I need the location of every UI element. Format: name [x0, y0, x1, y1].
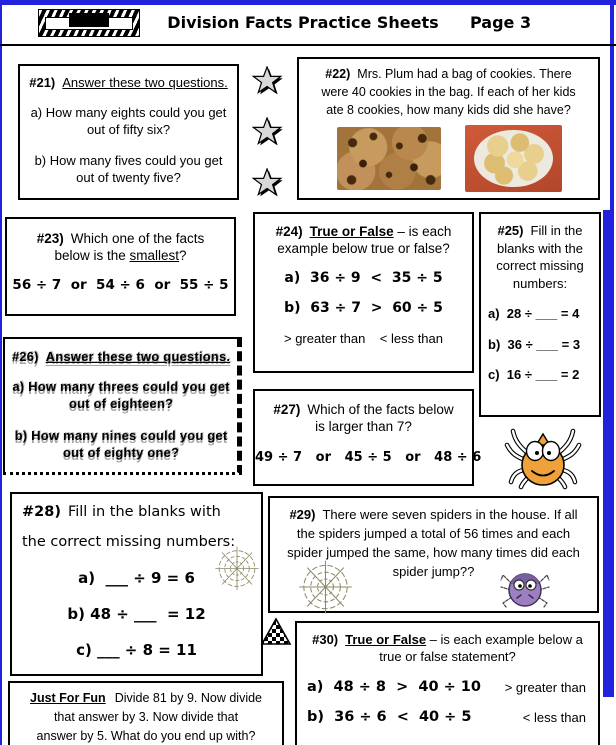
- problem-23-facts: 56 ÷ 7 or 54 ÷ 6 or 55 ÷ 5: [12, 277, 229, 293]
- page-number: Page 3: [470, 13, 532, 32]
- problem-23-heading: #23) Which one of the facts: [36, 231, 205, 246]
- star-icon: [252, 117, 284, 149]
- problem-25-heading-line4: numbers:: [512, 275, 568, 291]
- just-for-fun-title: Just For Fun: [30, 691, 106, 705]
- page-border-top: [0, 0, 616, 5]
- just-for-fun-line1: Just For Fun Divide 81 by 9. Now divide: [30, 691, 262, 705]
- problem-21-question-a2: out of fifty six?: [86, 122, 171, 137]
- purple-spider-icon: [499, 560, 551, 612]
- spider-web-icon: [212, 545, 262, 592]
- problem-25-item-a: a) 28 ÷ ___ = 4: [488, 306, 580, 321]
- problem-21-question-b: b) How many fives could you get: [34, 153, 223, 168]
- problem-28-heading: #28) Fill in the blanks with: [22, 504, 221, 520]
- just-for-fun-line3: answer by 5. What do you end up with?: [36, 729, 256, 743]
- problem-24-heading-line2: example below true or false?: [277, 241, 450, 256]
- problem-21-number: #21): [29, 75, 56, 90]
- problem-24-heading: #24) True or False – is each: [275, 224, 452, 239]
- problem-25-heading-line2: blanks with the: [497, 240, 583, 256]
- problem-30-item-b-row: [297, 709, 598, 725]
- problem-28-item-a: a) ___ ÷ 9 = 6: [78, 569, 195, 587]
- problem-30-item-b: b) 36 ÷ 6 < 40 ÷ 5: [307, 709, 472, 725]
- problem-22-number: #22): [325, 67, 351, 81]
- logo-center-block: [69, 13, 109, 27]
- problem-28-item-c: c) ___ ÷ 8 = 11: [76, 641, 197, 659]
- problem-27-facts: 49 ÷ 7 or 45 ÷ 5 or 48 ÷ 6: [255, 450, 482, 465]
- problem-25-heading-line3: correct missing: [496, 258, 584, 273]
- problem-30-legend-greater: > greater than: [504, 679, 586, 695]
- problem-26-number: #26): [11, 349, 39, 364]
- problem-22-text-line3: ate 8 cookies, how many kids did she have?: [326, 103, 571, 117]
- plate-of-cookies-photo: [465, 125, 562, 192]
- problem-26-question-a2: out of eighteen?: [68, 396, 174, 411]
- page-border-left: [0, 0, 2, 745]
- problem-30-number: #30): [312, 632, 339, 647]
- problem-28-heading-line2: the correct missing numbers:: [22, 534, 236, 550]
- problem-box-25: [479, 212, 601, 417]
- problem-25-heading: #25) Fill in the: [497, 223, 583, 238]
- problem-22-text-line1: #22) Mrs. Plum had a bag of cookies. There: [325, 67, 572, 81]
- problem-29-number: #29): [289, 507, 316, 522]
- problem-26-question-b: b) How many nines could you get: [14, 428, 228, 443]
- problem-box-26: [3, 337, 242, 475]
- problem-25-item-c: c) 16 ÷ ___ = 2: [488, 367, 580, 382]
- problem-28-item-b: b) 48 ÷ ___ = 12: [67, 605, 206, 623]
- problem-25-item-b: b) 36 ÷ ___ = 3: [488, 336, 581, 352]
- spider-web-icon: [297, 558, 354, 616]
- problem-27-heading: #27) Which of the facts below: [273, 402, 454, 417]
- problem-box-23: [5, 217, 236, 316]
- just-for-fun-box: [8, 681, 284, 745]
- problem-29-text-line4: spider jump??: [392, 564, 475, 579]
- problem-29-text-line3: spider jumped the same, how many times did each: [287, 545, 580, 560]
- problem-21-question-a: a) How many eights could you get: [30, 105, 227, 120]
- problem-27-heading-line2: is larger than 7?: [315, 419, 412, 434]
- page-border-right-bar: [603, 210, 614, 697]
- star-icon: [252, 66, 284, 98]
- orange-spider-icon: [502, 423, 584, 491]
- problem-27-number: #27): [273, 402, 301, 417]
- problem-box-27: [253, 389, 482, 486]
- problem-23-heading-line2: below is the smallest?: [54, 248, 187, 263]
- problem-30-item-a: a) 48 ÷ 8 > 40 ÷ 10: [307, 679, 481, 695]
- problem-30-legend-less: < less than: [522, 709, 586, 725]
- page-border-right: [610, 0, 614, 210]
- problem-23-number: #23): [36, 231, 64, 246]
- problem-28-number: #28): [22, 504, 61, 520]
- just-for-fun-line2: that answer by 3. Now divide that: [53, 710, 239, 724]
- header-divider: [0, 44, 616, 46]
- problem-24-number: #24): [275, 224, 303, 239]
- problem-box-22: [297, 57, 600, 200]
- problem-box-21: [18, 64, 239, 200]
- problem-29-text-line1: #29) There were seven spiders in the house. If all: [289, 507, 578, 522]
- checkered-triangle-icon: [260, 617, 292, 646]
- problem-22-text-line2: were 40 cookies in the bag. If each of her kids: [321, 85, 576, 99]
- problem-26-question-b2: out of eighty one?: [62, 445, 180, 460]
- star-column: [249, 66, 287, 200]
- problem-24-item-a: a) 36 ÷ 9 < 35 ÷ 5: [284, 270, 443, 286]
- problem-29-text-line2: the spiders jumped a total of 56 times and each: [296, 526, 571, 541]
- problem-21-heading: #21) Answer these two questions.: [29, 75, 228, 90]
- problem-30-heading-line2: true or false statement?: [379, 649, 516, 664]
- problem-30-heading: #30) True or False – is each example below a: [312, 632, 583, 647]
- problem-24-item-b: b) 63 ÷ 7 > 60 ÷ 5: [284, 300, 443, 316]
- problem-24-symbol-legend: > greater than < less than: [284, 331, 443, 346]
- chocolate-chip-cookies-photo: [337, 127, 441, 190]
- problem-box-24: [253, 212, 474, 373]
- problem-30-item-a-row: [297, 679, 598, 695]
- problem-25-number: #25): [497, 223, 524, 238]
- problem-box-30: [295, 621, 600, 745]
- star-icon: [252, 168, 284, 200]
- striped-bar-logo-icon: [38, 9, 140, 37]
- problem-21-question-b2: out of twenty five?: [76, 170, 181, 185]
- problem-26-question-a: a) How many threes could you get: [12, 379, 230, 394]
- problem-26-heading: #26) Answer these two questions.: [11, 349, 231, 364]
- page-title: Division Facts Practice Sheets: [167, 13, 439, 32]
- cookie-plate: [474, 130, 554, 188]
